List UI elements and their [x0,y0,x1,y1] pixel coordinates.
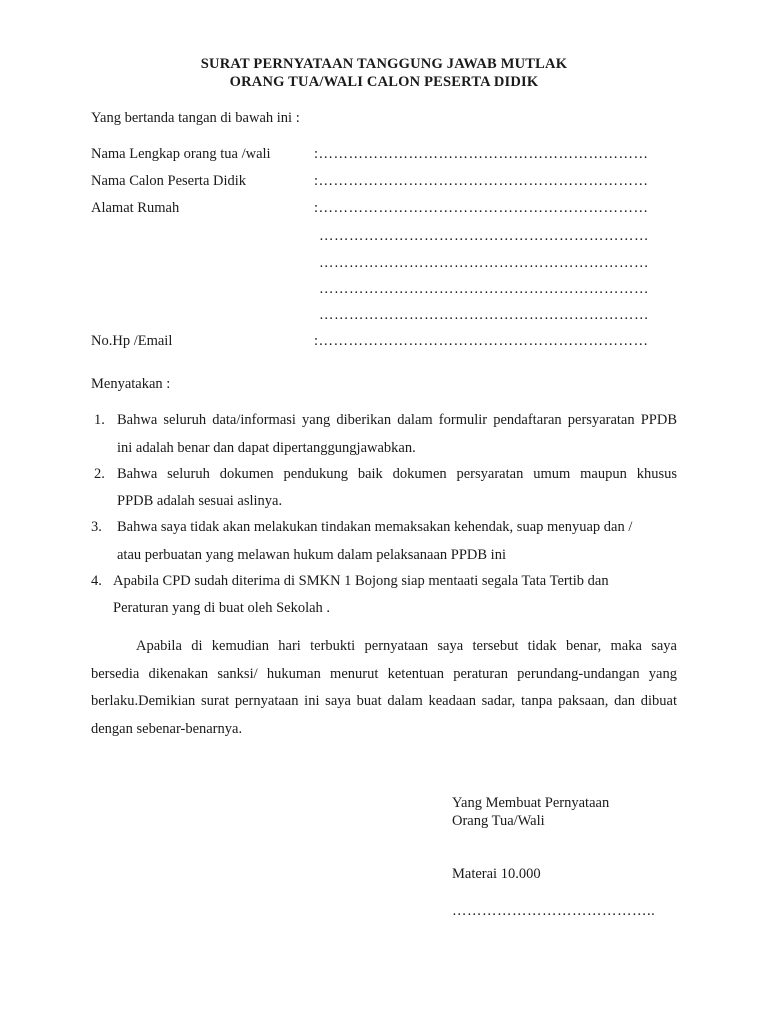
statement-line-1: Bahwa seluruh dokumen pendukung baik dokumen persyaratan umum maupun khusus [117,466,677,482]
closing-paragraph-line: bersedia dikenakan sanksi/ hukuman menurut ketentuan peraturan perundang-undangan yang [91,666,677,682]
statement-number: 2. [94,466,105,482]
statement-line-2: PPDB adalah sesuai aslinya. [117,493,283,509]
contact-field: :………………………………………………………… [314,333,649,349]
signature-line: ………………………………….. [452,903,656,919]
address-field-line-4: ………………………………………………………… [319,281,649,297]
parent-name-label: Nama Lengkap orang tua /wali [91,146,271,162]
signature-heading: Yang Membuat Pernyataan [452,795,610,811]
statement-item [91,412,677,458]
closing-paragraph-line: dengan sebenar-benarnya. [91,721,243,737]
statement-line-2: atau perbuatan yang melawan hukum dalam pelaksanaan PPDB ini [117,547,506,563]
address-field: :………………………………………………………… [314,200,649,216]
statement-item [91,573,677,619]
parent-name-field: :………………………………………………………… [314,146,649,162]
student-name-field: :………………………………………………………… [314,173,649,189]
statement-item [91,466,677,512]
contact-label: No.Hp /Email [91,333,173,349]
student-name-label: Nama Calon Peserta Didik [91,173,247,189]
closing-paragraph-line: Apabila di kemudian hari terbukti pernyataan saya tersebut tidak benar, maka saya [136,638,677,654]
signature-role: Orang Tua/Wali [452,813,545,829]
statement-line-1: Apabila CPD sudah diterima di SMKN 1 Bojong siap mentaati segala Tata Tertib dan [113,573,609,589]
statement-number: 3. [91,519,102,535]
address-field-line-5: ………………………………………………………… [319,307,649,323]
closing-paragraph-line: berlaku.Demikian surat pernyataan ini saya buat dalam keadaan sadar, tanpa paksaan, dan dibuat [91,693,677,709]
statement-item [91,519,677,565]
statement-line-2: ini adalah benar dan dapat dipertanggungjawabkan. [117,440,416,456]
stamp-duty-label: Materai 10.000 [452,866,541,882]
statement-number: 4. [91,573,102,589]
statement-line-2: Peraturan yang di buat oleh Sekolah . [113,600,331,616]
statement-number: 1. [94,412,105,428]
address-field-line-2: ………………………………………………………… [319,228,649,244]
document-title-line-1: SURAT PERNYATAAN TANGGUNG JAWAB MUTLAK [200,56,568,72]
statement-line-1: Bahwa seluruh data/informasi yang diberikan dalam formulir pendaftaran persyaratan PPDB [117,412,677,428]
address-field-line-3: ………………………………………………………… [319,255,649,271]
statement-line-1: Bahwa saya tidak akan melakukan tindakan memaksakan kehendak, suap menyuap dan / [117,519,633,535]
address-label: Alamat Rumah [91,200,180,216]
document-title-line-2: ORANG TUA/WALI CALON PESERTA DIDIK [229,74,539,90]
declare-label: Menyatakan : [91,376,171,392]
intro-text: Yang bertanda tangan di bawah ini : [91,110,300,126]
